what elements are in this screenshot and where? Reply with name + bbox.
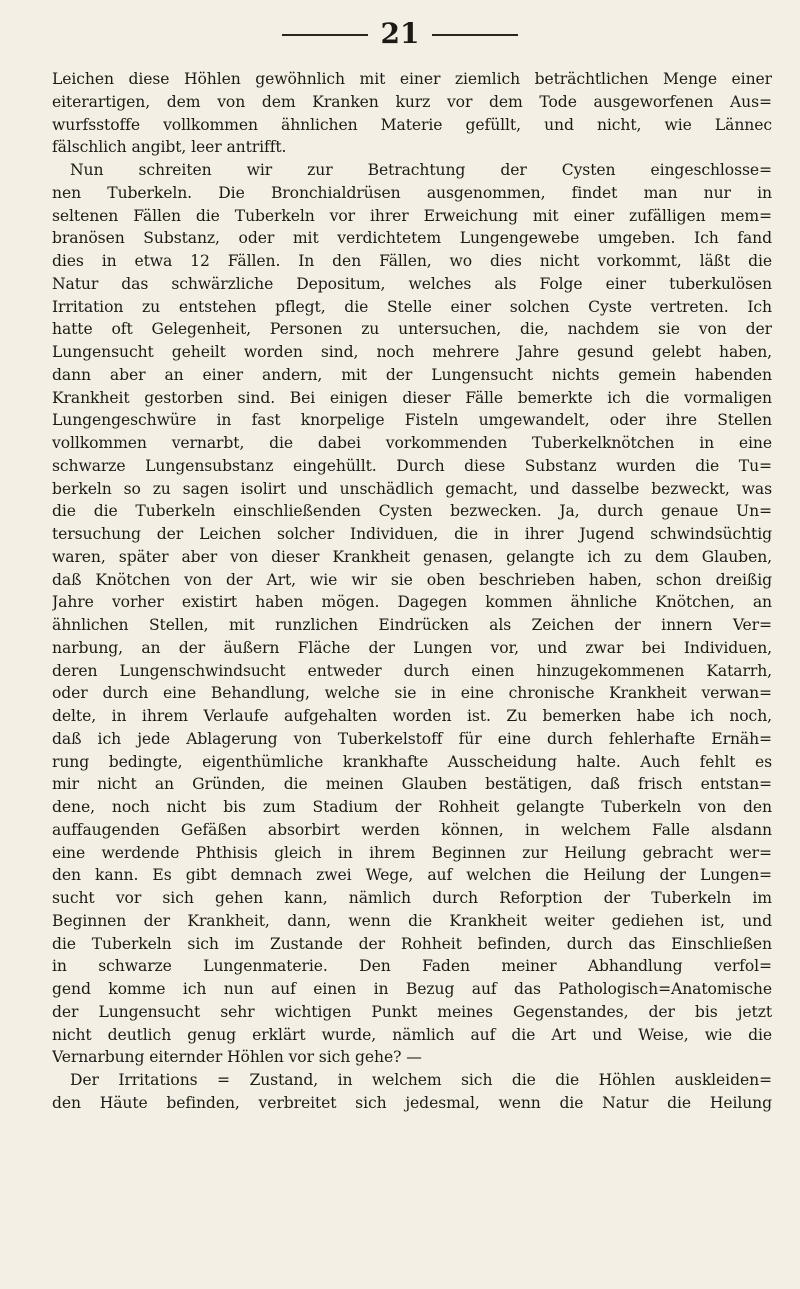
- text-line: waren, später aber von dieser Krankheit genasen, gelangte ich zu dem Glauben,: [52, 547, 772, 566]
- text-line: Jahre vorher existirt haben mögen. Dagegen kommen ähnliche Knötchen, an: [52, 593, 772, 612]
- text-line: wurfsstoffe vollkommen ähnlichen Materie gefüllt, und nicht, wie Lännec: [52, 115, 772, 134]
- text-line: ähnlichen Stellen, mit runzlichen Eindrücken als Zeichen der innern Ver=: [52, 616, 772, 634]
- text-line: Beginnen der Krankheit, dann, wenn die Krankheit weiter gediehen ist, und: [52, 911, 772, 930]
- header-rule-left: [282, 34, 368, 36]
- text-line: daß Knötchen von der Art, wie wir sie oben beschrieben haben, schon dreißig: [52, 570, 772, 589]
- text-line: Lungensucht geheilt worden sind, noch mehrere Jahre gesund gelebt haben,: [52, 343, 772, 361]
- text-line: der Lungensucht sehr wichtigen Punkt meines Gegenstandes, der bis jetzt: [52, 1002, 772, 1021]
- text-line: Leichen diese Höhlen gewöhnlich mit einer ziemlich beträchtlichen Menge einer: [52, 70, 772, 88]
- text-line: sucht vor sich gehen kann, nämlich durch Reforption der Tuberkeln im: [52, 889, 772, 907]
- text-line: Lungengeschwüre in fast knorpelige Fisteln umgewandelt, oder ihre Stellen: [52, 411, 772, 430]
- text-line: Der Irritations = Zustand, in welchem sich die die Höhlen auskleiden=: [70, 1071, 772, 1089]
- text-line: mir nicht an Gründen, die meinen Glauben bestätigen, daß frisch entstan=: [52, 775, 772, 794]
- page-number: 21: [380, 17, 420, 50]
- text-line: dann aber an einer andern, mit der Lungensucht nichts gemein habenden: [52, 365, 772, 384]
- text-line: berkeln so zu sagen isolirt und unschädlich gemacht, und dasselbe bezweckt, was: [52, 479, 772, 498]
- text-line: Irritation zu entstehen pflegt, die Stelle einer solchen Cyste vertreten. Ich: [52, 297, 772, 316]
- text-line: oder durch eine Behandlung, welche sie in eine chronische Krankheit verwan=: [52, 684, 772, 703]
- text-line: tersuchung der Leichen solcher Individuen, die in ihrer Jugend schwindsüchtig: [52, 525, 772, 543]
- text-line: die die Tuberkeln einschließenden Cysten bezwecken. Ja, durch genaue Un=: [52, 502, 772, 521]
- text-line: vollkommen vernarbt, die dabei vorkommenden Tuberkelknötchen in eine: [52, 434, 772, 452]
- text-line: auffaugenden Gefäßen absorbirt werden können, in welchem Falle alsdann: [52, 820, 772, 839]
- text-line: rung bedingte, eigenthümliche krankhafte Ausscheidung halte. Auch fehlt es: [52, 752, 772, 771]
- text-line: fälschlich angibt, leer antrifft.: [52, 138, 287, 157]
- text-line: dies in etwa 12 Fällen. In den Fällen, wo dies nicht vorkommt, läßt die: [52, 252, 772, 270]
- body-text: [52, 68, 772, 1115]
- text-line: gend komme ich nun auf einen in Bezug auf das Pathologisch=Anatomische: [52, 980, 772, 998]
- text-line: branösen Substanz, oder mit verdichtetem Lungengewebe umgeben. Ich fand: [52, 229, 772, 248]
- text-line: daß ich jede Ablagerung von Tuberkelstoff für eine durch fehlerhafte Ernäh=: [52, 729, 772, 748]
- text-line: deren Lungenschwindsucht entweder durch einen hinzugekommenen Katarrh,: [52, 661, 772, 680]
- text-line: Krankheit gestorben sind. Bei einigen dieser Fälle bemerkte ich die vormaligen: [52, 388, 772, 407]
- text-line: schwarze Lungensubstanz eingehüllt. Durch diese Substanz wurden die Tu=: [52, 456, 772, 475]
- text-line: delte, in ihrem Verlaufe aufgehalten worden ist. Zu bemerken habe ich noch,: [52, 707, 772, 725]
- header-rule-right: [432, 34, 518, 36]
- text-line: seltenen Fällen die Tuberkeln vor ihrer Erweichung mit einer zufälligen mem=: [52, 206, 772, 225]
- text-line: nicht deutlich genug erklärt wurde, nämlich auf die Art und Weise, wie die: [52, 1025, 772, 1044]
- text-line: hatte oft Gelegenheit, Personen zu untersuchen, die, nachdem sie von der: [52, 320, 772, 339]
- text-line: eiterartigen, dem von dem Kranken kurz vor dem Tode ausgeworfenen Aus=: [52, 92, 772, 111]
- text-line: Nun schreiten wir zur Betrachtung der Cysten eingeschlosse=: [70, 161, 772, 179]
- text-line: nen Tuberkeln. Die Bronchialdrüsen ausgenommen, findet man nur in: [52, 183, 772, 202]
- text-line: den kann. Es gibt demnach zwei Wege, auf welchen die Heilung der Lungen=: [52, 866, 772, 885]
- page-header: [0, 14, 800, 54]
- text-line: Vernarbung eiternder Höhlen vor sich gehe? —: [52, 1048, 422, 1067]
- text-line: dene, noch nicht bis zum Stadium der Rohheit gelangte Tuberkeln von den: [52, 798, 772, 816]
- text-line: narbung, an der äußern Fläche der Lungen vor, und zwar bei Individuen,: [52, 638, 772, 657]
- text-line: die Tuberkeln sich im Zustande der Rohheit befinden, durch das Einschließen: [52, 934, 772, 953]
- text-line: eine werdende Phthisis gleich in ihrem Beginnen zur Heilung gebracht wer=: [52, 843, 772, 862]
- text-line: Natur das schwärzliche Depositum, welches als Folge einer tuberkulösen: [52, 274, 772, 293]
- text-line: den Häute befinden, verbreitet sich jedesmal, wenn die Natur die Heilung: [52, 1093, 772, 1112]
- text-line: in schwarze Lungenmaterie. Den Faden meiner Abhandlung verfol=: [52, 957, 772, 976]
